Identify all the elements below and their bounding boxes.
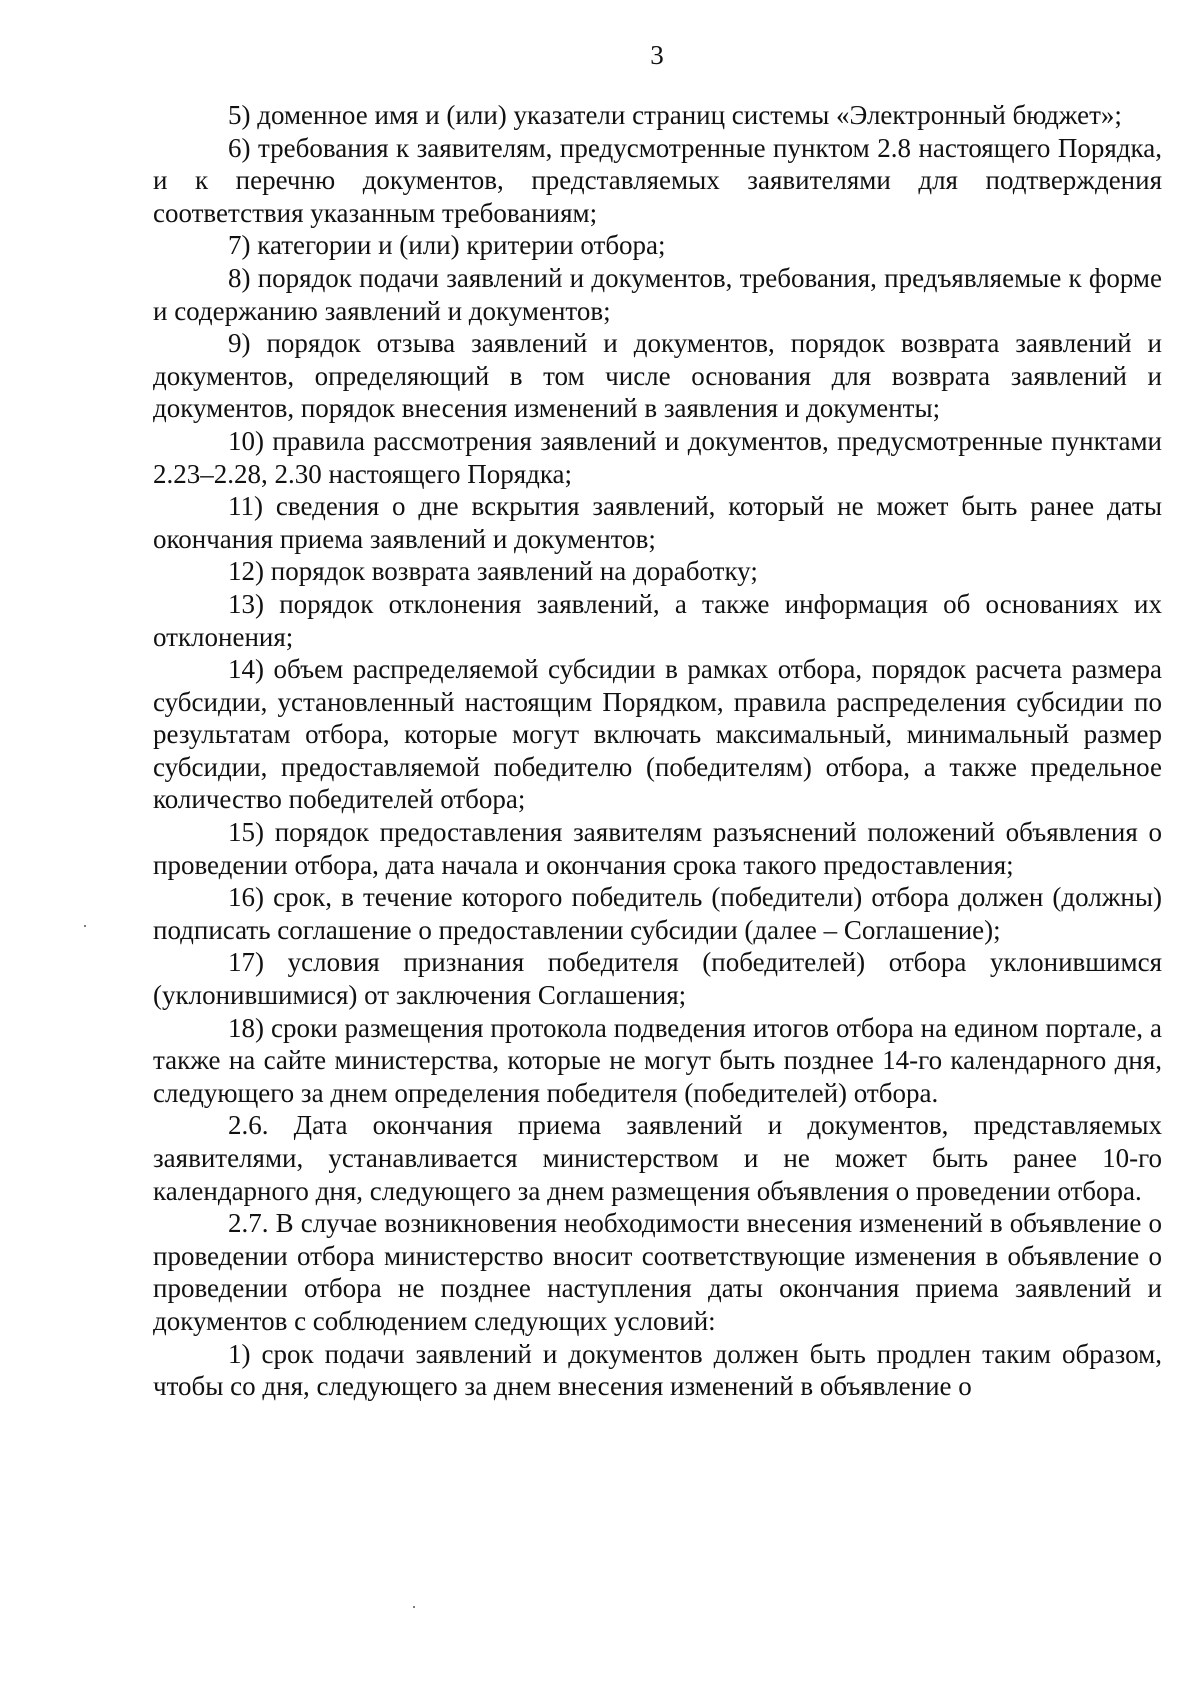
list-item-17: 17) условия признания победителя (победителей) отбора уклонившимся (уклонившимися) от заключения Соглашения; [153, 947, 1162, 1011]
list-item-9: 9) порядок отзыва заявлений и документов, порядок возврата заявлений и документов, определяющий в том числе основания для возврата заявлений и документов, порядок внесения изменений в заявления и документы; [153, 328, 1162, 424]
list-item-10: 10) правила рассмотрения заявлений и документов, предусмотренные пунктами 2.23–2.28, 2.30 настоящего Порядка; [153, 425, 1162, 489]
list-item-6: 6) требования к заявителям, предусмотренные пунктом 2.8 настоящего Порядка, и к перечню документов, представляемых заявителями для подтверждения соответствия указанным требованиям; [153, 132, 1162, 228]
list-item-12: 12) порядок возврата заявлений на доработку; [228, 556, 758, 587]
page-number: 3 [650, 40, 664, 70]
list-item-11: 11) сведения о дне вскрытия заявлений, который не может быть ранее даты окончания приема заявлений и документов; [153, 491, 1162, 554]
list-item-14: 14) объем распределяемой субсидии в рамках отбора, порядок расчета размера субсидии, установленный настоящим Порядком, правила распределения субсидии по результатам отбора, которые могут включать максимальный, минимальный размер субсидии, предоставляемой победителю (победителям) отбора, а также предельное количество победителей отбора; [153, 654, 1162, 815]
section-2-7: 2.7. В случае возникновения необходимости внесения изменений в объявление о проведении отбора министерство вносит соответствующие изменения в объявление о проведении отбора не позднее наступления даты окончания приема заявлений и документов с соблюдением следующих условий: [153, 1208, 1162, 1336]
list-item-7: 7) категории и (или) критерии отбора; [228, 230, 666, 261]
list-item-5: 5) доменное имя и (или) указатели страниц системы «Электронный бюджет»; [228, 100, 1122, 130]
list-item-13: 13) порядок отклонения заявлений, а также информация об основаниях их отклонения; [153, 588, 1162, 652]
list-item-8: 8) порядок подачи заявлений и документов, требования, предъявляемые к форме и содержанию заявлений и документов; [153, 262, 1162, 326]
list-item-18: 18) сроки размещения протокола подведения итогов отбора на едином портале, а также на сайте министерства, которые не могут быть позднее 14-го календарного дня, следующего за днем определения победителя (победителей) отбора. [153, 1012, 1162, 1108]
scan-speck [413, 1606, 415, 1608]
document-body [153, 99, 1162, 1403]
list-item-15: 15) порядок предоставления заявителям разъяснений положений объявления о проведении отбора, дата начала и окончания срока такого предоставления; [153, 817, 1162, 880]
condition-item-1: 1) срок подачи заявлений и документов должен быть продлен таким образом, чтобы со дня, следующего за днем внесения изменений в объявление о [153, 1338, 1162, 1402]
list-item-16: 16) срок, в течение которого победитель (победители) отбора должен (должны) подписать соглашение о предоставлении субсидии (далее – Соглашение); [153, 882, 1162, 945]
scan-speck [84, 925, 86, 927]
section-2-6: 2.6. Дата окончания приема заявлений и документов, представляемых заявителями, устанавливается министерством и не может быть ранее 10-го календарного дня, следующего за днем размещения объявления о проведении отбора. [153, 1110, 1162, 1206]
